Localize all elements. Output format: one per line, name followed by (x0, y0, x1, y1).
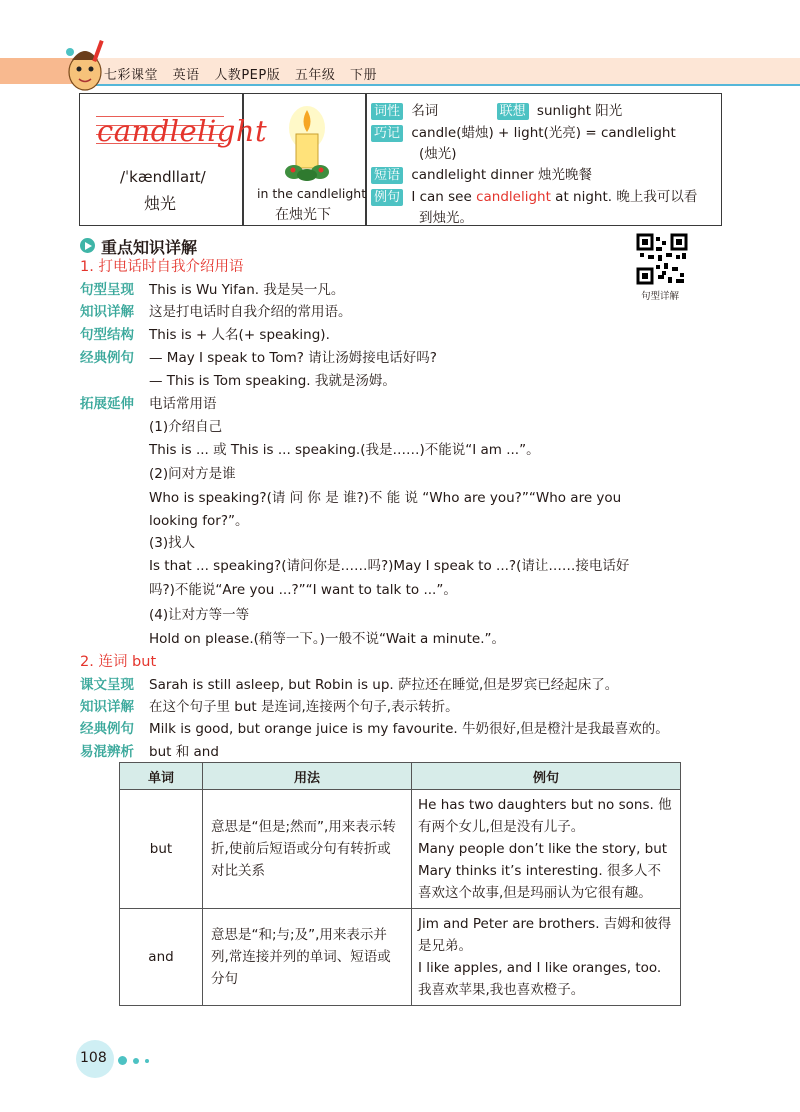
phrase-text: candlelight dinner 烛光晚餐 (411, 167, 592, 183)
example-cont: 到烛光。 (419, 210, 473, 226)
word-phonetic: /ˈkændllaɪt/ (120, 168, 206, 186)
candle-icon (284, 104, 330, 182)
ext-line: (3)找人 (149, 535, 196, 551)
example-sentence: He has two daughters but no sons. 他有两个女儿,但是没有儿子。 (418, 797, 672, 835)
point2-heading: 2. 连词 but (80, 654, 157, 670)
tag-mnemonic: 巧记 (371, 125, 403, 142)
card-divider (242, 93, 244, 226)
qr-caption: 句型详解 (641, 291, 680, 302)
pos-text: 名词 (411, 103, 439, 119)
point2-label: 知识详解 (80, 699, 134, 715)
decor-dot (118, 1056, 127, 1065)
mnemonic-cont: (烛光) (419, 146, 457, 162)
point1-text: — May I speak to Tom? 请让汤姆接电话好吗? (149, 350, 437, 366)
ext-line: (2)问对方是谁 (149, 466, 236, 482)
header-grade: 五年级 (294, 68, 336, 83)
point1-label: 经典例句 (80, 350, 134, 366)
point1-text: 电话常用语 (149, 396, 217, 412)
header-series: 七彩课堂 (104, 68, 159, 83)
header-subject: 英语 (172, 68, 200, 83)
page-number-badge (76, 1040, 114, 1078)
tag-assoc: 联想 (497, 103, 529, 120)
ext-line: 吗?)不能说“Are you ...?”“I want to talk to ...”。 (149, 582, 457, 598)
point1-label: 知识详解 (80, 304, 134, 320)
table-cell-word: but (120, 790, 203, 909)
table-cell-usage: 意思是“但是;然而”,用来表示转折,使前后短语或分句有转折或对比关系 (203, 790, 412, 909)
mnemonic-text: candle(蜡烛) + light(光亮) = candlelight (411, 125, 676, 141)
point2-label: 经典例句 (80, 721, 134, 737)
point2-label: 课文呈现 (80, 677, 134, 693)
example-pre: I can see (411, 189, 477, 205)
comparison-table (119, 762, 681, 1005)
ext-line: Hold on please.(稍等一下。)一般不说“Wait a minute.”。 (149, 631, 505, 647)
point1-text: This is Wu Yifan. 我是吴一凡。 (149, 282, 345, 298)
point2-text: Milk is good, but orange juice is my favourite. 牛奶很好,但是橙汁是我最喜欢的。 (149, 721, 669, 737)
table-row (120, 909, 681, 1006)
example-sentence: Jim and Peter are brothers. 吉姆和彼得是兄弟。 (418, 916, 672, 954)
header-rule (88, 84, 800, 86)
card-row-pos (371, 99, 622, 120)
point1-label: 句型呈现 (80, 282, 134, 298)
point2-text: 在这个句子里 but 是连词,连接两个句子,表示转折。 (149, 699, 459, 715)
image-caption-cn: 在烛光下 (275, 207, 331, 223)
ext-line: This is ... 或 This is ... speaking.(我是……)不能说“I am ...”。 (149, 442, 540, 458)
table-row (120, 790, 681, 909)
point1-label: 句型结构 (80, 327, 134, 343)
card-divider (365, 93, 367, 226)
card-row-example (371, 185, 697, 206)
point1-heading: 1. 打电话时自我介绍用语 (80, 259, 244, 275)
word-cursive: candlelight (97, 114, 268, 148)
point1-text: — This is Tom speaking. 我就是汤姆。 (149, 373, 396, 389)
play-icon (80, 238, 95, 253)
ext-line: Is that ... speaking?(请问你是……吗?)May I speak to ...?(请让……接电话好 (149, 558, 630, 574)
header-volume: 下册 (350, 68, 378, 83)
example-post: at night. 晚上我可以看 (550, 189, 698, 205)
card-row-mnemonic (371, 121, 676, 142)
tag-example: 例句 (371, 189, 403, 206)
point2-text: but 和 and (149, 744, 219, 760)
mascot-icon (60, 38, 110, 94)
point2-text: Sarah is still asleep, but Robin is up. 萨拉还在睡觉,但是罗宾已经起床了。 (149, 677, 619, 693)
tag-pos: 词性 (371, 103, 403, 120)
point1-text: 这是打电话时自我介绍的常用语。 (149, 304, 352, 320)
point1-label: 拓展延伸 (80, 396, 134, 412)
ext-line: (1)介绍自己 (149, 419, 223, 435)
table-header-row (120, 763, 681, 790)
page-number: 108 (80, 1050, 107, 1066)
table-cell-examples (412, 909, 681, 1006)
tag-phrase: 短语 (371, 167, 403, 184)
table-header: 单词 (120, 763, 203, 790)
assoc-text: sunlight 阳光 (536, 103, 623, 119)
table-cell-usage: 意思是“和;与;及”,用来表示并列,常连接并列的单词、短语或分句 (203, 909, 412, 1006)
word-chinese: 烛光 (144, 194, 177, 213)
table-header: 例句 (412, 763, 681, 790)
ext-line: looking for?”。 (149, 513, 249, 529)
decor-dot (145, 1059, 149, 1063)
image-caption-en: in the candlelight (257, 186, 367, 201)
header-title (104, 64, 387, 83)
example-sentence: I like apples, and I like oranges, too. 我喜欢苹果,我也喜欢橙子。 (418, 960, 662, 998)
example-highlight: candlelight (476, 189, 551, 205)
ext-line: (4)让对方等一等 (149, 607, 250, 623)
table-cell-examples (412, 790, 681, 909)
point2-label: 易混辨析 (80, 744, 134, 760)
decor-dot (133, 1058, 139, 1064)
ext-line: Who is speaking?(请 问 你 是 谁?)不 能 说 “Who are you?”“Who are you (149, 490, 622, 506)
table-cell-word: and (120, 909, 203, 1006)
table-header: 用法 (203, 763, 412, 790)
qr-code-icon[interactable] (636, 233, 688, 285)
card-row-phrase (371, 163, 592, 184)
example-sentence: Many people don’t like the story, but Mary thinks it’s interesting. 很多人不喜欢这个故事,但是玛丽认为它很有趣。 (418, 841, 668, 901)
point1-text: This is + 人名(+ speaking). (149, 327, 330, 343)
section-title: 重点知识详解 (101, 238, 198, 257)
header-edition: 人教PEP版 (214, 68, 281, 83)
